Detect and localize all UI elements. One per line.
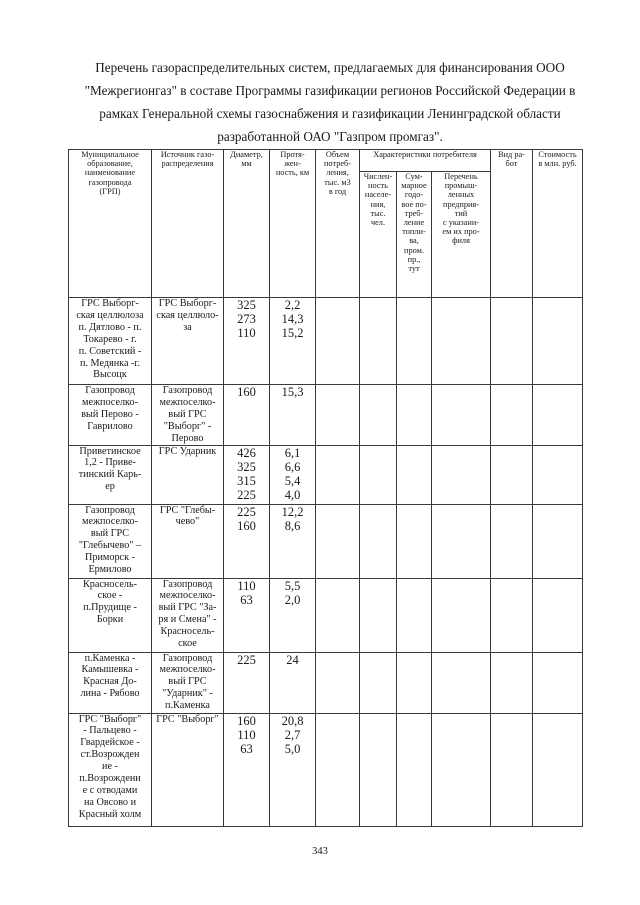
gas-systems-table xyxy=(68,149,583,827)
cell-line: образование, xyxy=(87,159,133,169)
cell-line: Ермилово xyxy=(88,564,132,576)
cell-municipal xyxy=(69,713,152,826)
cell-line: 160 xyxy=(237,713,256,728)
cell-line: тыс. м3 xyxy=(324,177,351,187)
cell-line: ря и Смена" - xyxy=(158,614,217,626)
cell-municipal xyxy=(69,385,152,446)
cell-work-type xyxy=(491,652,533,713)
cell-diameter xyxy=(224,298,270,385)
cell-line: наименование xyxy=(84,168,136,178)
cell-line: пром. xyxy=(404,245,424,255)
table-row xyxy=(69,578,583,652)
cell-line: 273 xyxy=(237,312,256,327)
cell-line: 15,2 xyxy=(281,326,304,341)
cell-line: п.Каменка xyxy=(165,700,210,712)
cell-line: лина - Рябово xyxy=(80,688,140,700)
cell-municipal xyxy=(69,652,152,713)
cell-cost xyxy=(533,298,583,385)
cell-line: Источник газо- xyxy=(160,150,215,159)
cell-line: Газопровод xyxy=(162,652,213,664)
cell-line: ие - xyxy=(102,761,118,773)
cell-line: е с отводами xyxy=(82,784,138,796)
header-enterprises xyxy=(432,172,491,298)
cell-line: тий xyxy=(454,208,468,218)
cell-length xyxy=(270,504,316,578)
cell-line: 325 xyxy=(237,298,256,312)
cell-line: ва, xyxy=(409,236,419,246)
cell-line: 110 xyxy=(237,578,256,593)
cell-line: ГРС "Глебы- xyxy=(159,504,216,516)
header-volume xyxy=(316,150,360,298)
document-title xyxy=(60,56,600,148)
cell-line: 225 xyxy=(237,488,256,503)
cell-line: 20,8 xyxy=(281,713,304,728)
cell-line: ГРС "Выборг" xyxy=(78,713,142,725)
table-row xyxy=(69,713,583,826)
cell-line: Перово xyxy=(171,432,204,444)
title-line: рамках Генеральной схемы газоснабжения и газификации Ленинградской области xyxy=(99,106,561,121)
title-line: Перечень газораспределительных систем, предлагаемых для финансирования ООО xyxy=(95,60,565,75)
cell-line: чел. xyxy=(370,218,386,228)
cell-line: 5,0 xyxy=(284,741,301,756)
cell-source xyxy=(152,713,224,826)
table-row xyxy=(69,504,583,578)
cell-municipal xyxy=(69,445,152,504)
cell-line: Красносель- xyxy=(160,626,215,638)
cell-line: 110 xyxy=(237,727,256,742)
cell-line: межпоселко- xyxy=(159,590,216,602)
cell-fuel xyxy=(397,578,432,652)
cell-line: 2,2 xyxy=(284,298,301,312)
cell-cost xyxy=(533,504,583,578)
cell-line: жен- xyxy=(284,159,301,169)
cell-line: Протя- xyxy=(280,150,305,159)
cell-line: тинский Карь- xyxy=(78,469,142,481)
cell-line: 1,2 - Приве- xyxy=(84,457,136,469)
cell-line: межпоселко- xyxy=(159,396,216,408)
header-municipal xyxy=(69,150,152,298)
cell-line: п. Советский - xyxy=(78,345,142,357)
cell-population xyxy=(360,504,397,578)
cell-work-type xyxy=(491,578,533,652)
cell-line: межпоселко- xyxy=(159,664,216,676)
cell-line: вый ГРС xyxy=(90,528,130,540)
cell-cost xyxy=(533,385,583,446)
cell-line: 225 xyxy=(237,652,256,667)
cell-work-type xyxy=(491,713,533,826)
cell-fuel xyxy=(397,652,432,713)
cell-line: Токарево - г. xyxy=(83,333,137,345)
cell-line: 225 xyxy=(237,504,256,519)
cell-line: 6,6 xyxy=(284,459,301,474)
header-cost xyxy=(533,150,583,298)
cell-fuel xyxy=(397,445,432,504)
header-fuel xyxy=(397,172,432,298)
cell-length xyxy=(270,298,316,385)
cell-line: вый Перово - xyxy=(81,408,139,420)
title-line: разработанной ОАО "Газпром промгаз". xyxy=(217,129,443,144)
cell-line: Высоцк xyxy=(93,369,127,381)
cell-line: вый ГРС "За- xyxy=(158,602,217,614)
cell-volume xyxy=(316,504,360,578)
cell-work-type xyxy=(491,504,533,578)
cell-population xyxy=(360,578,397,652)
cell-work-type xyxy=(491,385,533,446)
cell-line: 160 xyxy=(237,518,256,533)
header-work-type xyxy=(491,150,533,298)
table-row xyxy=(69,445,583,504)
cell-line: ская целлюлоза xyxy=(76,309,144,321)
cell-line: 63 xyxy=(240,592,253,607)
cell-line: 6,1 xyxy=(284,445,301,460)
cell-length xyxy=(270,578,316,652)
cell-cost xyxy=(533,445,583,504)
cell-fuel xyxy=(397,713,432,826)
cell-line: "Глебычево" – xyxy=(78,540,142,552)
cell-line: ское - xyxy=(97,590,123,602)
cell-source xyxy=(152,578,224,652)
cell-line: п. Дятлово - п. xyxy=(78,321,142,333)
cell-source xyxy=(152,385,224,446)
cell-volume xyxy=(316,652,360,713)
cell-line: тыс. xyxy=(370,208,386,218)
cell-line: "Ударник" - xyxy=(162,688,213,700)
cell-line: вый ГРС xyxy=(168,408,207,420)
cell-line: Красная До- xyxy=(83,676,137,688)
cell-line: ГРС "Выборг" xyxy=(156,713,219,725)
cell-volume xyxy=(316,713,360,826)
cell-line: ем их про- xyxy=(442,227,480,237)
cell-line: 15,3 xyxy=(281,385,304,399)
cell-line: газопровода xyxy=(88,177,132,187)
cell-line: в год xyxy=(328,186,347,196)
cell-line: Газопровод xyxy=(162,578,213,590)
cell-volume xyxy=(316,578,360,652)
cell-line: за xyxy=(183,321,192,333)
cell-line: филя xyxy=(452,236,470,246)
cell-line: "Выборг" - xyxy=(163,420,212,432)
cell-diameter xyxy=(224,385,270,446)
cell-line: п.Каменка - xyxy=(84,652,136,664)
cell-line: 2,0 xyxy=(284,592,301,607)
cell-population xyxy=(360,445,397,504)
cell-line: годо- xyxy=(404,190,424,200)
cell-enterprises xyxy=(432,652,491,713)
cell-line: ления, xyxy=(326,168,349,178)
cell-line: вое по- xyxy=(401,199,427,209)
cell-diameter xyxy=(224,445,270,504)
cell-line: ГРС Выборг- xyxy=(81,298,139,309)
cell-municipal xyxy=(69,298,152,385)
cell-diameter xyxy=(224,652,270,713)
cell-population xyxy=(360,713,397,826)
cell-length xyxy=(270,652,316,713)
cell-line: 2,7 xyxy=(284,727,301,742)
cell-line: населе- xyxy=(364,190,392,200)
title-line: "Межрегионгаз" в составе Программы газификации регионов Российской Федерации в xyxy=(84,83,576,98)
cell-line: распределения xyxy=(161,159,214,169)
cell-cost xyxy=(533,578,583,652)
cell-line: ность xyxy=(368,181,388,191)
cell-line: 110 xyxy=(237,326,256,341)
cell-line: 160 xyxy=(237,385,256,399)
cell-line: 14,3 xyxy=(281,312,304,327)
cell-line: 4,0 xyxy=(284,488,301,503)
cell-volume xyxy=(316,385,360,446)
cell-line: марное xyxy=(401,181,427,191)
header-population xyxy=(360,172,397,298)
cell-line: 12,2 xyxy=(281,504,304,519)
cell-fuel xyxy=(397,504,432,578)
cell-line: Сум- xyxy=(405,172,423,181)
cell-length xyxy=(270,385,316,446)
cell-line: п.Возрождени xyxy=(79,773,141,785)
cell-enterprises xyxy=(432,504,491,578)
cell-line: на Овсово и xyxy=(83,796,137,808)
cell-line: Вид ра- xyxy=(498,150,525,159)
cell-line: Газопровод xyxy=(162,385,213,396)
cell-line: вый ГРС xyxy=(168,676,207,688)
cell-enterprises xyxy=(432,713,491,826)
cell-line: Газопровод xyxy=(85,385,135,396)
cell-line: мм xyxy=(241,159,252,169)
cell-line: Приветинское xyxy=(79,445,141,457)
cell-fuel xyxy=(397,385,432,446)
cell-fuel xyxy=(397,298,432,385)
cell-line: топли- xyxy=(402,227,426,237)
cell-diameter xyxy=(224,713,270,826)
cell-diameter xyxy=(224,504,270,578)
page-number: 343 xyxy=(312,846,328,857)
cell-volume xyxy=(316,445,360,504)
cell-source xyxy=(152,652,224,713)
cell-population xyxy=(360,385,397,446)
cell-line: промыш- xyxy=(444,181,478,191)
cell-line: Перечень xyxy=(444,172,478,181)
cell-line: п.Прудище - xyxy=(83,602,137,614)
cell-line: предприя- xyxy=(443,199,479,209)
cell-line: Объем xyxy=(325,150,350,159)
cell-line: в млн. руб. xyxy=(538,159,577,169)
cell-length xyxy=(270,445,316,504)
cell-line: потреб- xyxy=(323,159,352,169)
cell-line: ское xyxy=(178,638,197,650)
cell-line: Гаврилово xyxy=(87,420,133,432)
cell-work-type xyxy=(491,445,533,504)
cell-line: тут xyxy=(408,264,420,274)
cell-enterprises xyxy=(432,298,491,385)
cell-line: Красный холм xyxy=(78,808,142,820)
cell-population xyxy=(360,298,397,385)
cell-line: 5,5 xyxy=(284,578,301,593)
cell-line: межпоселко- xyxy=(82,396,138,408)
cell-work-type xyxy=(491,298,533,385)
cell-line: ская целлюло- xyxy=(156,309,219,321)
header-consumer: Характеристики потребителя xyxy=(360,150,491,172)
cell-line: Гвардейское - xyxy=(80,737,140,749)
cell-line: 8,6 xyxy=(284,518,301,533)
cell-line: (ГРП) xyxy=(99,186,121,196)
cell-line: ГРС Выборг- xyxy=(158,298,217,309)
cell-line: Муниципальное xyxy=(81,150,139,159)
cell-line: бот xyxy=(505,159,518,169)
cell-line: Красносель- xyxy=(82,578,138,590)
header-diameter xyxy=(224,150,270,298)
cell-line: межпоселко- xyxy=(82,516,138,528)
cell-line: ленных xyxy=(447,190,475,200)
table-row xyxy=(69,652,583,713)
cell-line: Газопровод xyxy=(85,504,135,516)
cell-line: ГРС Ударник xyxy=(158,445,217,457)
cell-enterprises xyxy=(432,578,491,652)
cell-line: ление xyxy=(403,218,425,228)
cell-line: ность, км xyxy=(275,168,310,178)
cell-line: пр., xyxy=(407,254,421,264)
cell-line: треб- xyxy=(404,208,424,218)
cell-source xyxy=(152,445,224,504)
cell-line: 315 xyxy=(237,473,256,488)
cell-line: Числен- xyxy=(363,172,393,181)
cell-line: 5,4 xyxy=(284,473,301,488)
cell-volume xyxy=(316,298,360,385)
cell-enterprises xyxy=(432,385,491,446)
cell-diameter xyxy=(224,578,270,652)
cell-line: ния, xyxy=(370,199,386,209)
cell-line: 325 xyxy=(237,459,256,474)
cell-line: ер xyxy=(105,481,115,493)
cell-cost xyxy=(533,713,583,826)
cell-line: ст.Возрожден xyxy=(80,749,140,761)
cell-line: Камышевка - xyxy=(81,664,139,676)
cell-cost xyxy=(533,652,583,713)
header-length xyxy=(270,150,316,298)
cell-enterprises xyxy=(432,445,491,504)
cell-line: Приморск - xyxy=(85,552,135,564)
table-row xyxy=(69,385,583,446)
header-source xyxy=(152,150,224,298)
cell-line: п. Медянка -г. xyxy=(79,357,140,369)
cell-municipal xyxy=(69,578,152,652)
cell-source xyxy=(152,504,224,578)
cell-municipal xyxy=(69,504,152,578)
cell-line: 63 xyxy=(240,741,253,756)
cell-line: Борки xyxy=(96,614,124,626)
cell-line: 426 xyxy=(237,445,256,460)
cell-line: с указани- xyxy=(442,218,480,228)
cell-population xyxy=(360,652,397,713)
cell-line: чево" xyxy=(175,516,200,528)
table-row xyxy=(69,298,583,385)
cell-line: Стоимость xyxy=(538,150,577,159)
cell-source xyxy=(152,298,224,385)
cell-line: Диаметр, xyxy=(230,150,263,159)
cell-line: 24 xyxy=(286,652,299,667)
cell-line: - Пальцево - xyxy=(83,725,137,737)
cell-length xyxy=(270,713,316,826)
